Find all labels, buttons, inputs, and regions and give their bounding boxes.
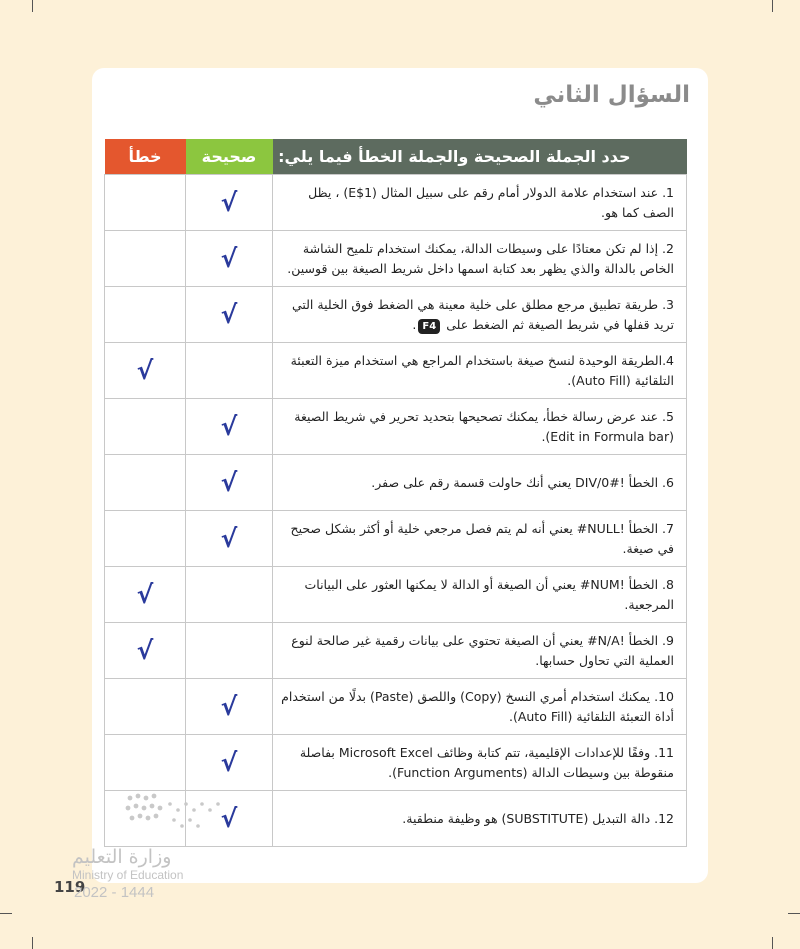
statement-text: 8. الخطأ !NUM# يعني أن الصيغة أو الدالة لا يمكنها العثور على البيانات المرجعية.: [304, 576, 674, 612]
true-answer-cell[interactable]: [186, 511, 273, 567]
table-row: [105, 511, 687, 567]
f4-key-badge: F4: [418, 319, 440, 334]
true-answer-cell[interactable]: [186, 567, 273, 623]
statement-text: 3. طريقة تطبيق مرجع مطلق على خلية معينة هي الضغط فوق الخلية التي تريد قفلها في شريط الصيغة ثم الضغط على: [291, 296, 674, 332]
statement-text: 5. عند عرض رسالة خطأ، يمكنك تصحيحها بتحديد تحرير في شريط الصيغة (Edit in Formula bar).: [294, 408, 674, 444]
check-mark-icon: √: [136, 580, 154, 609]
check-mark-icon: √: [220, 244, 238, 273]
ministry-name-arabic: وزارة التعليم: [72, 846, 172, 868]
table-row: [105, 735, 687, 791]
true-answer-cell[interactable]: [186, 343, 273, 399]
check-mark-icon: √: [220, 300, 238, 329]
check-mark-icon: √: [220, 692, 238, 721]
true-answer-cell[interactable]: [186, 623, 273, 679]
check-mark-icon: √: [220, 188, 238, 217]
ministry-logo-dots: [120, 790, 230, 838]
statement-text: 7. الخطأ !NULL# يعني أنه لم يتم فصل مرجعي خلية أو أكثر بشكل صحيح في صيغة.: [290, 520, 674, 556]
crop-mark: [0, 913, 12, 914]
page-number: 119: [54, 878, 86, 896]
true-answer-cell[interactable]: [186, 399, 273, 455]
statement-text: 4.الطريقة الوحيدة لنسخ صيغة باستخدام المراجع هي استخدام ميزة التعبئة التلقائية (Auto Fill).: [290, 352, 674, 388]
check-mark-icon: √: [220, 412, 238, 441]
statement-cell: [273, 623, 687, 679]
statement-text: 10. يمكنك استخدام أمري النسخ (Copy) واللصق (Paste) بدلًا من استخدام أداة التعبئة التلقائية (Auto Fill).: [281, 688, 674, 724]
statement-text: 2. إذا لم تكن معتادًا على وسيطات الدالة، يمكنك استخدام تلميح الشاشة الخاص بالدالة والذي يظهر بعد كتابة اسمها داخل شريط الصيغة بين قوسين.: [287, 240, 674, 276]
false-answer-cell[interactable]: [105, 679, 186, 735]
statement-cell: [273, 567, 687, 623]
false-answer-cell[interactable]: [105, 175, 186, 231]
crop-mark: [772, 937, 773, 949]
true-answer-cell[interactable]: [186, 679, 273, 735]
true-answer-cell[interactable]: [186, 287, 273, 343]
statement-cell: [273, 511, 687, 567]
header-true: صحيحة: [186, 139, 273, 175]
false-answer-cell[interactable]: [105, 455, 186, 511]
true-answer-cell[interactable]: [186, 231, 273, 287]
statement-cell: [273, 791, 687, 847]
check-mark-icon: √: [220, 468, 238, 497]
table-row: [105, 679, 687, 735]
statement-cell: [273, 343, 687, 399]
crop-mark: [772, 0, 773, 12]
table-row: [105, 231, 687, 287]
table-header-row: [105, 139, 687, 175]
true-answer-cell[interactable]: [186, 175, 273, 231]
header-statement: حدد الجملة الصحيحة والجملة الخطأ فيما يلي:: [273, 139, 687, 175]
false-answer-cell[interactable]: [105, 343, 186, 399]
statement-cell: [273, 735, 687, 791]
crop-mark: [32, 937, 33, 949]
table-row: [105, 287, 687, 343]
crop-mark: [32, 0, 33, 12]
false-answer-cell[interactable]: [105, 511, 186, 567]
true-false-table: [104, 139, 687, 847]
false-answer-cell[interactable]: [105, 287, 186, 343]
statement-text: 12. دالة التبديل (SUBSTITUTE) هو وظيفة منطقية.: [402, 810, 674, 826]
table-row: [105, 175, 687, 231]
statement-cell: [273, 175, 687, 231]
statement-text: 11. وفقًا للإعدادات الإقليمية، تتم كتابة وظائف Microsoft Excel بفاصلة منقوطة بين وسيطات الدالة (Function Arguments).: [299, 744, 674, 780]
false-answer-cell[interactable]: [105, 399, 186, 455]
statement-text-end: .: [412, 316, 417, 332]
false-answer-cell[interactable]: [105, 567, 186, 623]
false-answer-cell[interactable]: [105, 231, 186, 287]
check-mark-icon: √: [136, 636, 154, 665]
true-answer-cell[interactable]: [186, 455, 273, 511]
statement-text: 1. عند استخدام علامة الدولار أمام رقم على سبيل المثال (E$1) ، يظل الصف كما هو.: [308, 184, 674, 220]
table-row: [105, 343, 687, 399]
true-answer-cell[interactable]: [186, 735, 273, 791]
table-row: [105, 623, 687, 679]
false-answer-cell[interactable]: [105, 623, 186, 679]
table-row: [105, 455, 687, 511]
worksheet-card: [92, 68, 708, 883]
table-row: [105, 567, 687, 623]
table-row: [105, 399, 687, 455]
check-mark-icon: √: [220, 524, 238, 553]
check-mark-icon: √: [220, 748, 238, 777]
edition-year: 2022 - 1444: [74, 884, 155, 901]
page-title: السؤال الثاني: [533, 82, 690, 108]
check-mark-icon: √: [220, 804, 238, 833]
check-mark-icon: √: [136, 356, 154, 385]
statement-cell: [273, 679, 687, 735]
statement-cell: [273, 231, 687, 287]
statement-cell: [273, 455, 687, 511]
statement-cell: [273, 287, 687, 343]
ministry-name-english: Ministry of Education: [72, 868, 184, 882]
statement-cell: [273, 399, 687, 455]
statement-text: 9. الخطأ !N/A# يعني أن الصيغة تحتوي على بيانات رقمية غير صالحة لنوع العملية التي تحاول حسابها.: [291, 632, 674, 668]
false-answer-cell[interactable]: [105, 735, 186, 791]
crop-mark: [788, 913, 800, 914]
statement-text: 6. الخطأ !DIV/0# يعني أنك حاولت قسمة رقم على صفر.: [371, 474, 674, 490]
header-false: خطأ: [105, 139, 186, 175]
